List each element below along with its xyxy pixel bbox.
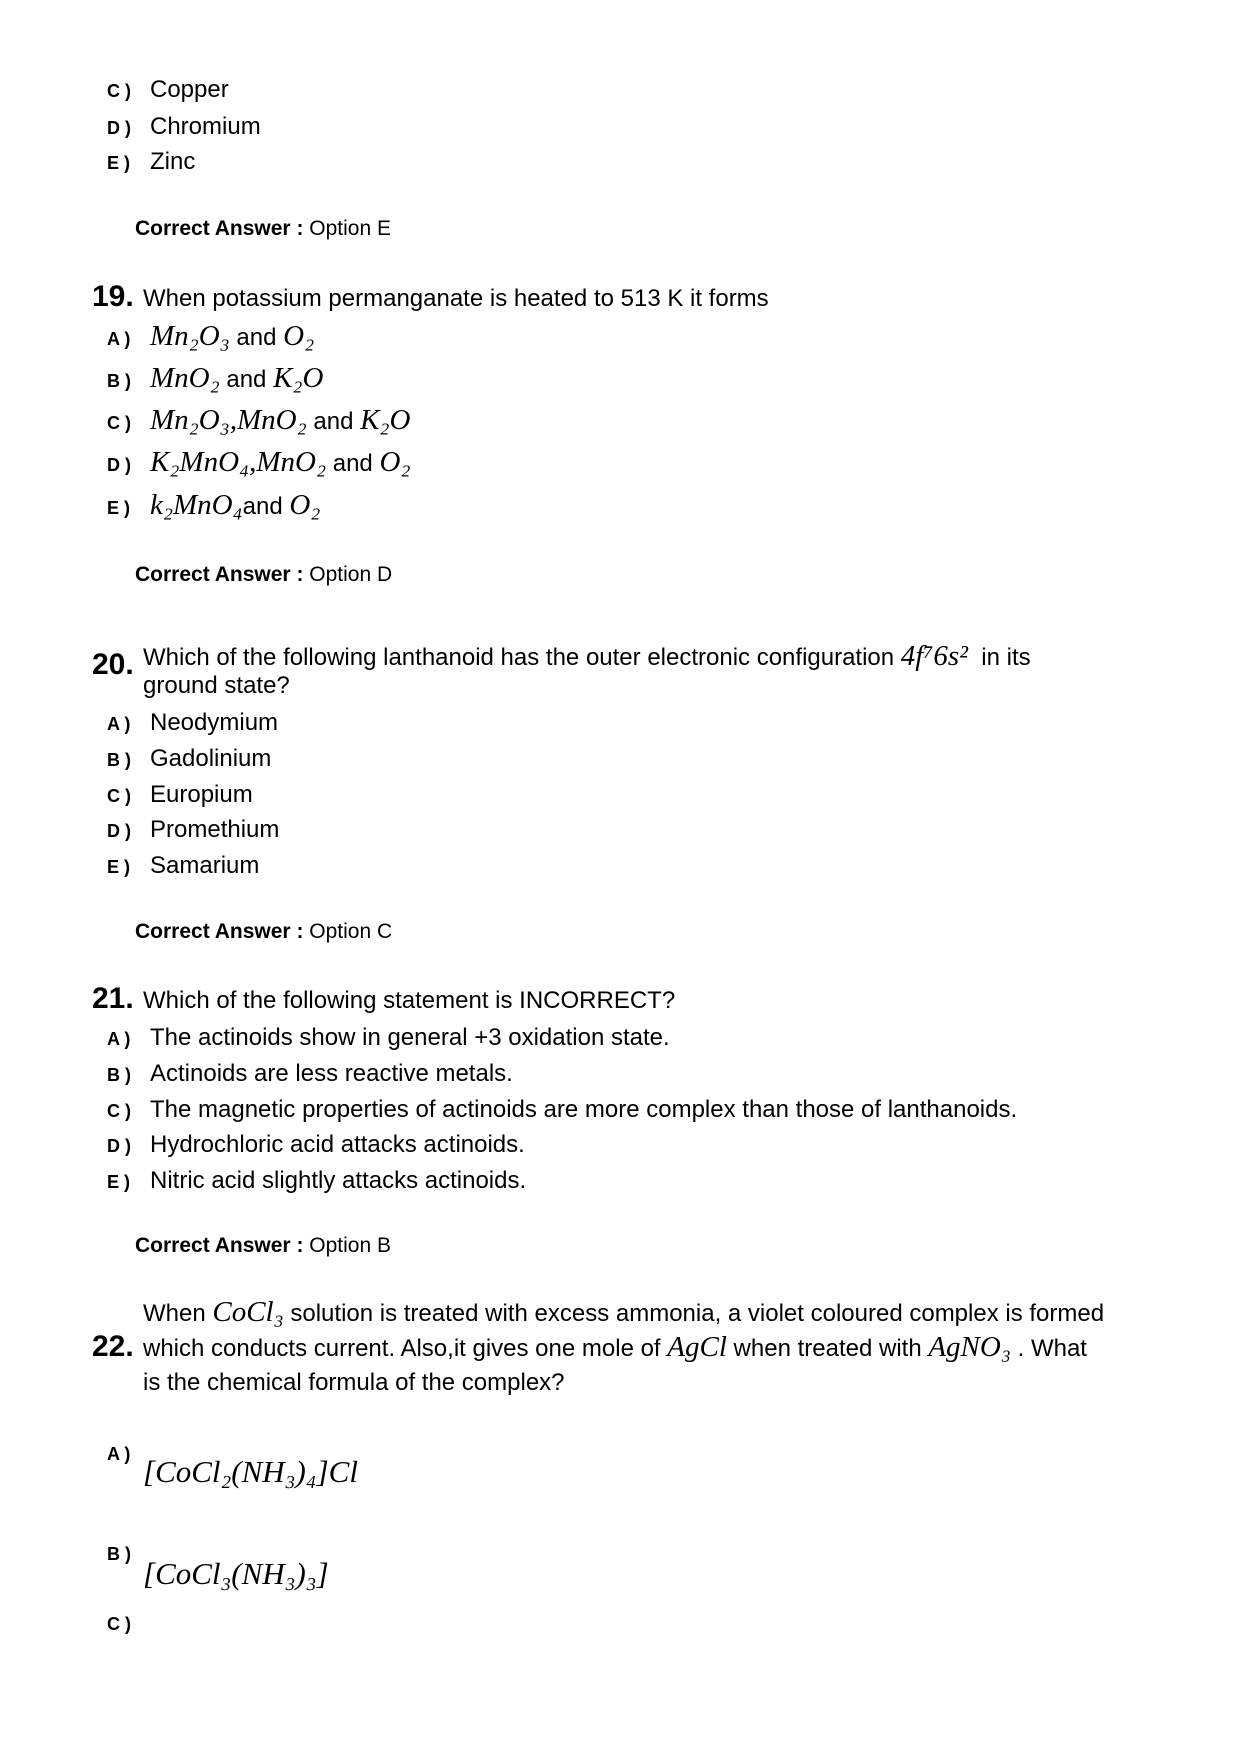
question-number: 19. xyxy=(92,280,134,313)
option-text: Hydrochloric acid attacks actinoids. xyxy=(150,1131,525,1158)
option-label: B ) xyxy=(107,1065,131,1085)
option-text: The actinoids show in general +3 oxidation state. xyxy=(150,1024,670,1051)
option-text: Zinc xyxy=(150,148,196,175)
question-text: when treated with xyxy=(726,1335,929,1362)
option-label: B ) xyxy=(107,750,131,770)
question-text: When xyxy=(143,1300,213,1327)
option-label: D ) xyxy=(107,1136,131,1156)
formula: O₂ xyxy=(289,489,321,521)
option-label: D ) xyxy=(107,821,131,841)
correct-answer-label: Correct Answer : xyxy=(135,563,304,586)
option-formula: [CoCl₂(NH₃)₄]Cl xyxy=(143,1454,358,1489)
option-row xyxy=(107,781,253,810)
option-row xyxy=(107,852,259,881)
option-label: C ) xyxy=(107,1101,131,1121)
option-row xyxy=(107,148,195,177)
option-text: Europium xyxy=(150,781,253,808)
option-text: Copper xyxy=(150,76,229,103)
option-text: Gadolinium xyxy=(150,745,272,772)
option-label: A ) xyxy=(107,1444,131,1464)
correct-answer-value: Option C xyxy=(303,920,393,943)
formula: Mn₂O₃,MnO₂ xyxy=(150,404,307,436)
option-row xyxy=(107,1131,525,1160)
option-row xyxy=(107,444,410,483)
formula: O₂ xyxy=(283,320,315,352)
correct-answer xyxy=(135,216,391,242)
option-formula: [CoCl₃(NH₃)₃] xyxy=(143,1556,329,1591)
question-text: When potassium permanganate is heated to 513 K it forms xyxy=(143,285,769,312)
correct-answer-label: Correct Answer : xyxy=(135,1234,304,1257)
question-20-stem-line-1 xyxy=(143,640,1031,674)
option-row xyxy=(107,318,314,357)
option-label: A ) xyxy=(107,1029,131,1049)
option-text: Promethium xyxy=(150,816,280,843)
question-number: 21. xyxy=(92,982,134,1015)
correct-answer xyxy=(135,919,392,945)
option-text: Neodymium xyxy=(150,709,279,736)
option-row xyxy=(107,745,271,774)
correct-answer-value: Option E xyxy=(303,217,391,240)
option-text: The magnetic properties of actinoids are more complex than those of lanthanoids. xyxy=(150,1096,1018,1123)
formula: k₂MnO₄ xyxy=(150,489,243,521)
option-text: and xyxy=(326,450,380,477)
electron-configuration: 4f⁷6s² xyxy=(900,640,968,672)
option-label: A ) xyxy=(107,714,131,734)
option-row xyxy=(107,113,261,142)
option-label: E ) xyxy=(107,1172,131,1192)
question-number: 22. xyxy=(92,1330,134,1363)
formula: MnO₂ xyxy=(150,362,220,394)
option-row xyxy=(107,709,278,738)
option-row xyxy=(107,816,279,845)
correct-answer-label: Correct Answer : xyxy=(135,920,304,943)
correct-answer-value: Option B xyxy=(303,1234,391,1257)
question-text: . What xyxy=(1010,1335,1087,1362)
question-22-stem-line-3 xyxy=(143,1369,565,1397)
formula: Mn₂O₃ xyxy=(150,320,230,352)
option-label: B ) xyxy=(107,371,131,391)
formula: O₂ xyxy=(379,446,411,478)
question-text: ground state? xyxy=(143,672,290,699)
correct-answer-value: Option D xyxy=(303,563,393,586)
formula: K₂O xyxy=(273,362,324,394)
option-text: and xyxy=(242,493,290,520)
question-text: is the chemical formula of the complex? xyxy=(143,1369,565,1396)
formula: CoCl₃ xyxy=(212,1296,284,1328)
question-number: 20. xyxy=(92,648,134,681)
question-text: which conducts current. Also,it gives one mole of xyxy=(143,1335,668,1362)
correct-answer xyxy=(135,1233,391,1259)
formula: AgNO₃ xyxy=(928,1331,1011,1363)
option-label: A ) xyxy=(107,329,131,349)
option-text: and xyxy=(229,324,284,351)
option-label: E ) xyxy=(107,498,131,518)
question-text: Which of the following lanthanoid has the outer electronic configuration xyxy=(143,644,901,671)
option-row xyxy=(107,76,229,105)
question-text: Which of the following statement is INCORRECT? xyxy=(143,987,676,1014)
formula: K₂O xyxy=(360,404,411,436)
formula: AgCl xyxy=(667,1331,727,1363)
correct-answer xyxy=(135,562,392,588)
option-label: D ) xyxy=(107,455,131,475)
option-text: Nitric acid slightly attacks actinoids. xyxy=(150,1167,527,1194)
question-text: in its xyxy=(967,644,1031,671)
question-20-stem-line-2 xyxy=(143,672,290,700)
option-text: and xyxy=(219,366,274,393)
option-text: Chromium xyxy=(150,113,261,140)
option-text: and xyxy=(306,408,361,435)
option-label: C ) xyxy=(107,786,131,806)
question-19-stem xyxy=(92,280,769,316)
formula: K₂MnO₄,MnO₂ xyxy=(150,446,327,478)
question-text: solution is treated with excess ammonia, a violet coloured complex is formed xyxy=(283,1300,1105,1327)
question-22-stem-line-1 xyxy=(143,1296,1104,1330)
option-row xyxy=(107,402,410,441)
option-text: Samarium xyxy=(150,852,260,879)
option-row xyxy=(107,1096,1017,1125)
option-label: C ) xyxy=(107,81,131,101)
option-label: B ) xyxy=(107,1544,131,1564)
option-label: C ) xyxy=(107,1614,131,1634)
option-label: E ) xyxy=(107,857,131,877)
option-row xyxy=(107,1060,513,1089)
option-row xyxy=(107,1167,526,1196)
option-row xyxy=(107,1024,670,1053)
correct-answer-label: Correct Answer : xyxy=(135,217,304,240)
option-label: E ) xyxy=(107,153,131,173)
question-21-stem xyxy=(92,982,675,1018)
question-22-stem-line-2 xyxy=(92,1330,1087,1366)
option-text: Actinoids are less reactive metals. xyxy=(150,1060,513,1087)
option-label: D ) xyxy=(107,118,131,138)
option-label: C ) xyxy=(107,413,131,433)
option-row xyxy=(107,487,320,526)
option-row xyxy=(107,360,323,399)
